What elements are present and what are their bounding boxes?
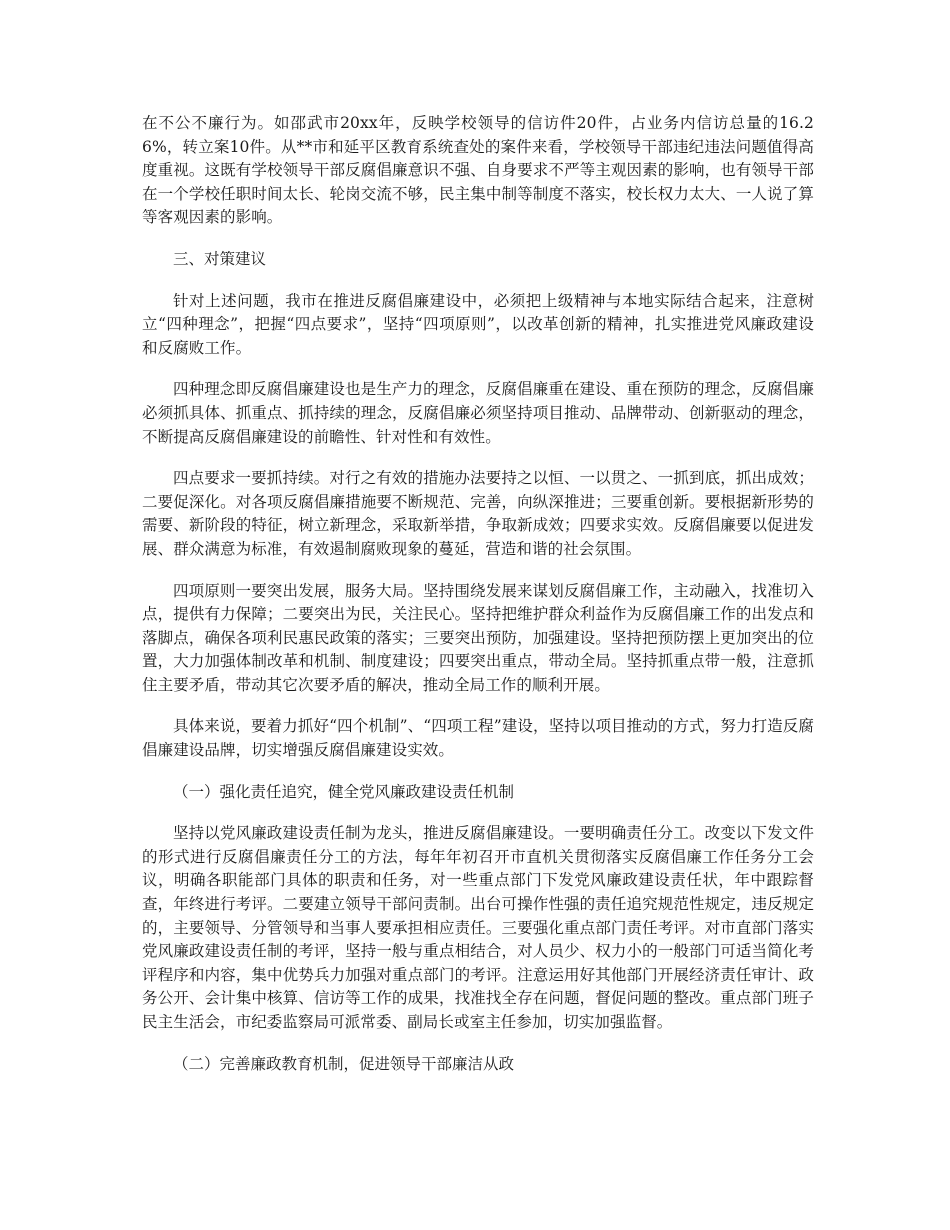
spacer	[142, 449, 814, 467]
paragraph-four-principles: 四项原则一要突出发展，服务大局。坚持围绕发展来谋划反腐倡廉工作，主动融入，找准切入点，提供有力保障；二要突出为民，关注民心。坚持把维护群众利益作为反腐倡廉工作的出发点和落脚点，确保各项利民惠民政策的落实；三要突出预防，加强建设。坚持把预防摆上更加突出的位置，大力加强体制改革和机制、制度建设；四要突出重点，带动全局。坚持抓重点带一般，注意抓住主要矛盾，带动其它次要矛盾的解决，推动全局工作的顺利开展。	[142, 581, 814, 694]
spacer	[142, 562, 814, 580]
spacer	[142, 360, 814, 378]
subheading-responsibility: （一）强化责任追究，健全党风廉政建设责任机制	[173, 782, 515, 801]
paragraph-intro: 在不公不廉行为。如邵武市20xx年，反映学校领导的信访件20件，占业务内信访总量的16.26%，转立案10件。从**市和延平区教育系统查处的案件来看，学校领导干部违纪违法问题值得高度重视。这既有学校领导干部反腐倡廉意识不强、自身要求不严等主观因素的影响，也有领导干部在一个学校任职时间太长、轮岗交流不够，民主集中制等制度不落实，校长权力太大、一人说了算等客观因素的影响。	[142, 114, 814, 227]
spacer	[142, 697, 814, 715]
section-heading: 三、对策建议	[173, 249, 267, 268]
paragraph-specifics: 具体来说，要着力抓好“四个机制”、“四项工程”建设，坚持以项目推动的方式，努力打造反腐倡廉建设品牌，切实增强反腐倡廉建设实效。	[142, 717, 814, 760]
paragraph-four-requirements: 四点要求一要抓持续。对行之有效的措施办法要持之以恒、一以贯之、一抓到底，抓出成效；二要促深化。对各项反腐倡廉措施要不断规范、完善，向纵深推进；三要重创新。要根据新形势的需要、新阶段的特征，树立新理念，采取新举措，争取新成效；四要求实效。反腐倡廉要以促进发展、群众满意为标准，有效遏制腐败现象的蔓延，营造和谐的社会氛围。	[142, 469, 814, 558]
paragraph-responsibility: 坚持以党风廉政建设责任制为龙头，推进反腐倡廉建设。一要明确责任分工。改变以下发文件的形式进行反腐倡廉责任分工的方法，每年年初召开市直机关贯彻落实反腐倡廉工作任务分工会议，明确各职能部门具体的职责和任务，对一些重点部门下发党风廉政建设责任状，年中跟踪督查，年终进行考评。二要建立领导干部问责制。出台可操作性强的责任追究规范性规定，违反规定的，主要领导、分管领导和当事人要承担相应责任。三要强化重点部门责任考评。对市直部门落实党风廉政建设责任制的考评，坚持一般与重点相结合，对人员少、权力小的一般部门可适当简化考评程序和内容，集中优势兵力加强对重点部门的考评。注意运用好其他部门开展经济责任审计、政务公开、会计集中核算、信访等工作的成果，找准找全存在问题，督促问题的整改。重点部门班子民主生活会，市纪委监察局可派常委、副局长或室主任参加，切实加强监督。	[142, 824, 814, 1031]
paragraph-problem-response: 针对上述问题，我市在推进反腐倡廉建设中，必须把上级精神与本地实际结合起来，注意树立“四种理念”，把握“四点要求”，坚持“四项原则”，以改革创新的精神，扎实推进党风廉政建设和反腐败工作。	[142, 291, 814, 357]
spacer	[142, 804, 814, 822]
document-body	[142, 112, 814, 1076]
spacer	[142, 1035, 814, 1053]
spacer	[142, 230, 814, 248]
paragraph-four-concepts: 四种理念即反腐倡廉建设也是生产力的理念，反腐倡廉重在建设、重在预防的理念，反腐倡廉必须抓具体、抓重点、抓持续的理念，反腐倡廉必须坚持项目推动、品牌带动、创新驱动的理念，不断提高反腐倡廉建设的前瞻性、针对性和有效性。	[142, 380, 814, 446]
subheading-education: （二）完善廉政教育机制，促进领导干部廉洁从政	[173, 1054, 515, 1073]
spacer	[142, 763, 814, 781]
spacer	[142, 272, 814, 290]
